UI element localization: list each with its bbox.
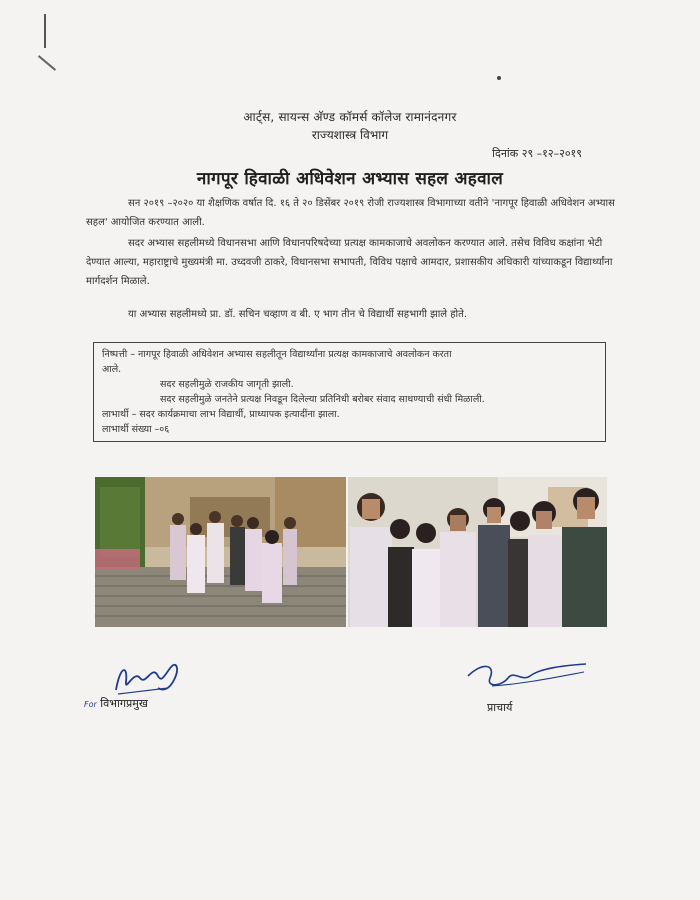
paragraph-intro: सन २०१९ –२०२० या शैक्षणिक वर्षात दि. १६ ते २० डिसेंबर २०१९ रोजी राज्यशास्त्र विभागाच्या वतीने 'नागपूर हिवाळी अधिवेशन अभ्यास सहल' आयोजित करण्यात आली. xyxy=(86,198,615,228)
principal-signature-graphic xyxy=(462,656,592,700)
scan-artifact xyxy=(497,76,501,80)
group-photo-outdoor-illustration xyxy=(95,477,346,627)
beneficiary-count: लाभार्थी संख्या –०६ xyxy=(102,424,170,435)
outcome-line: सदर सहलीमुळे राजकीय जागृती झाली. xyxy=(160,379,294,390)
outcome-line: सदर सहलीमुळे जनतेने प्रत्यक्ष निवडून दिलेल्या प्रतिनिधी बरोबर संवाद साधण्याची संधी मिळाली. xyxy=(160,394,485,405)
group-photo-indoor xyxy=(348,477,607,627)
hod-title: विभागप्रमुख xyxy=(100,697,148,710)
department-name: राज्यशास्त्र विभाग xyxy=(311,128,389,142)
outcome-line: आले. xyxy=(102,364,122,375)
report-date: दिनांक २९ –१२–२०१९ xyxy=(492,147,582,160)
scan-artifact xyxy=(38,55,56,71)
principal-title: प्राचार्य xyxy=(487,701,513,714)
group-photo-outdoor xyxy=(95,477,346,627)
scan-artifact xyxy=(44,14,46,48)
report-title: नागपूर हिवाळी अधिवेशन अभ्यास सहल अहवाल xyxy=(196,169,504,189)
for-prefix: For xyxy=(84,700,97,709)
beneficiaries-line: लाभार्थी – सदर कार्यक्रमाचा लाभ विद्यार्थी, प्राध्यापक इत्यादींना झाला. xyxy=(102,409,340,420)
hod-signature-graphic xyxy=(108,652,188,702)
hod-signature-label xyxy=(84,696,148,711)
paragraph-activities: सदर अभ्यास सहलीमध्ये विधानसभा आणि विधानपरिषदेच्या प्रत्यक्ष कामकाजाचे अवलोकन करण्यात आले. तसेच विविध कक्षांना भेटी देण्यात आल्या, महाराष्ट्राचे मुख्यमंत्री मा. उध्दवजी ठाकरे, विधानसभा सभापती, विविध पक्षाचे आमदार, प्रशासकीय अधिकारी यांच्याकडून विद्यार्थ्यांना मार्गदर्शन मिळाले. xyxy=(86,238,613,287)
paragraph-participants: या अभ्यास सहलीमध्ये प्रा. डॉ. सचिन चव्हाण व बी. ए भाग तीन चे विद्यार्थी सहभागी झाले होते. xyxy=(128,309,468,320)
group-photo-indoor-illustration xyxy=(348,477,607,627)
outcome-box xyxy=(93,342,606,442)
outcome-line: निष्पत्ती – नागपूर हिवाळी अधिवेशन अभ्यास सहलीतून विद्यार्थ्यांना प्रत्यक्ष कामकाजाचे अवलोकन करता xyxy=(102,349,452,360)
college-name: आर्ट्स, सायन्स अ‍ॅण्ड कॉमर्स कॉलेज रामानंदनगर xyxy=(243,110,457,124)
